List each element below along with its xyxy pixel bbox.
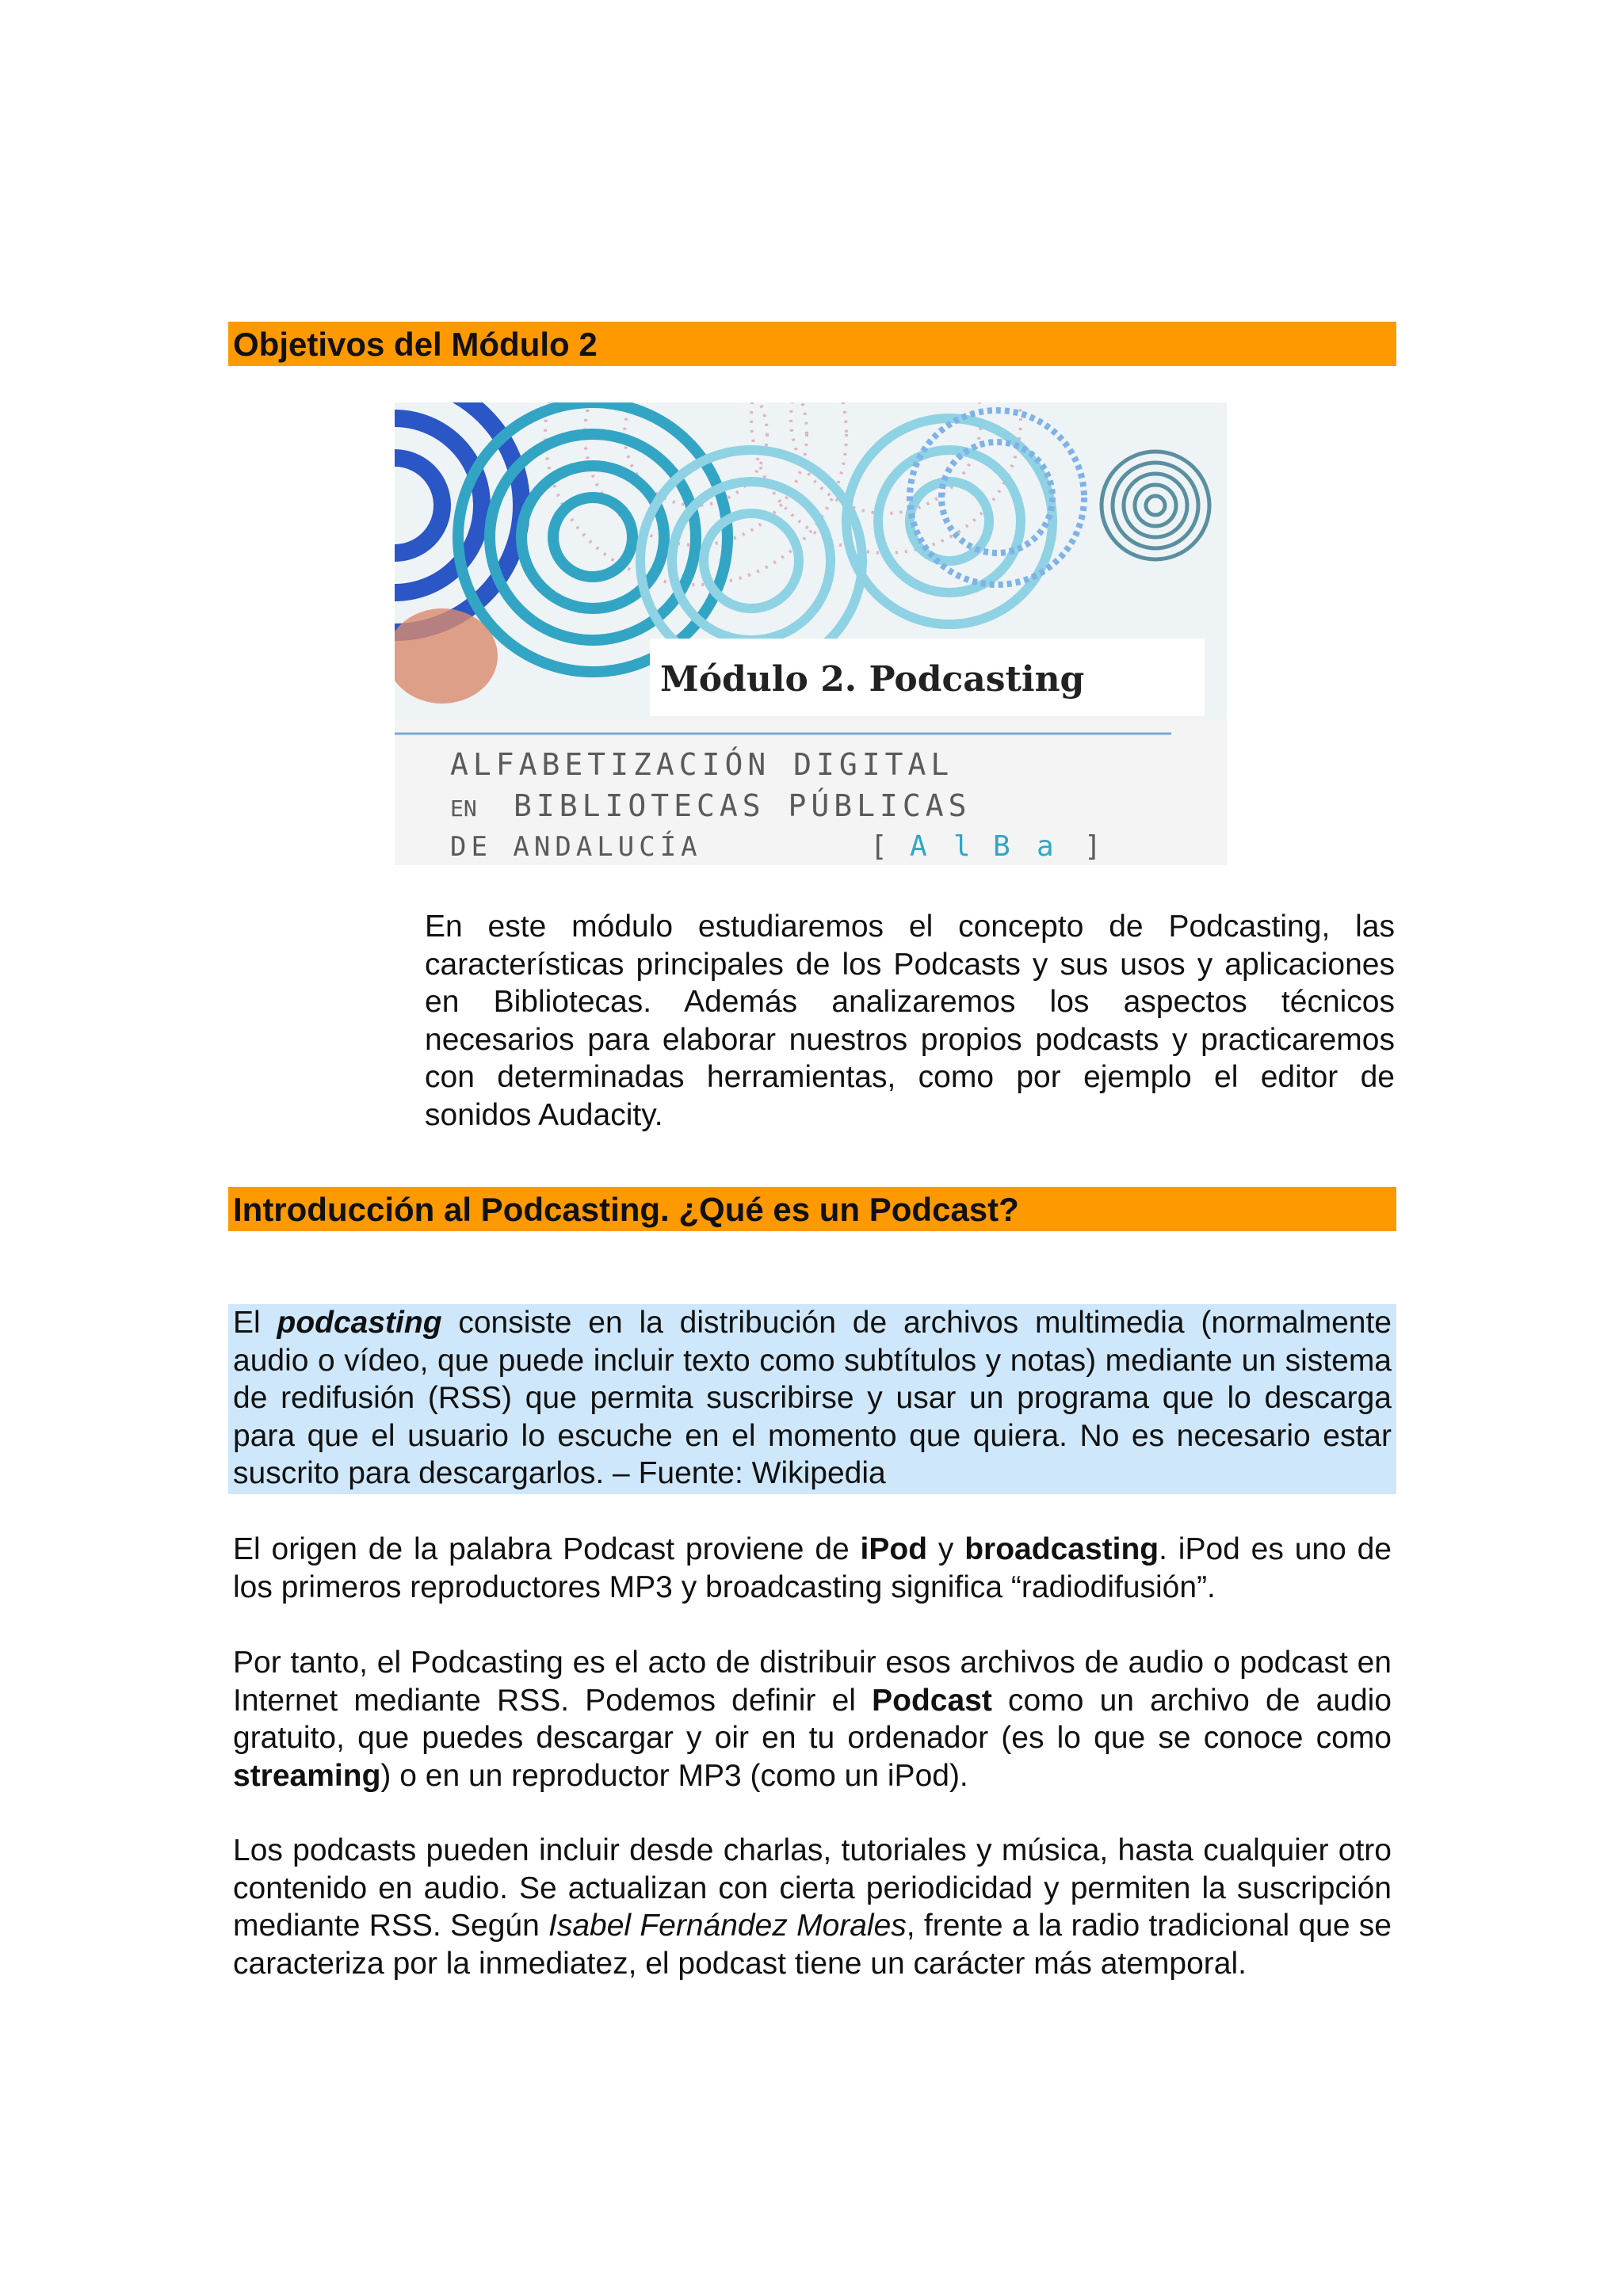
banner-line-2-prefix: EN [450, 795, 477, 822]
definition2-text: ) o en un reproductor MP3 (como un iPod). [380, 1758, 968, 1793]
section-heading-introduccion [228, 1187, 1396, 1231]
section-heading-objetivos [228, 322, 1396, 366]
definition2-podcast: Podcast [872, 1683, 992, 1718]
origin-ipod: iPod [860, 1532, 928, 1566]
definition-paragraph [233, 1304, 1392, 1493]
content-text: , frente a la radio tradicional que se caracteriza por la inmediatez, el podcast tiene un carácter más atemporal. [233, 1909, 1392, 1981]
banner-module-title: Módulo 2. Podcasting [660, 659, 1085, 700]
intro-paragraph: En este módulo estudiaremos el concepto de Podcasting, las características principales de los Podcasts y sus usos y aplicaciones en Bibliotecas. Además analizaremos los aspectos técnicos necesarios para elaborar nuestros propios podcasts y practicaremos con determinadas herramientas, como por ejemplo el editor de sonidos Audacity. [425, 910, 1395, 1132]
definition2-text: Por tanto, el Podcasting es el acto de distribuir esos archivos de audio o podcast en Internet mediante RSS. Podemos definir el [233, 1646, 1392, 1718]
definition-text: consiste en la distribución de archivos multimedia (normalmente audio o vídeo, que puede incluir texto como subtítulos y notas) mediante un sistema de redifusión (RSS) que permita suscribirse y usar un programa que lo descarga para que el usuario lo escuche en el momento que quiera. No es necesario estar suscrito para descargarlos. – Fuente: Wikipedia [233, 1306, 1392, 1490]
origin-paragraph [233, 1531, 1392, 1606]
content-paragraph [233, 1832, 1392, 1982]
banner-line-2: BIBLIOTECAS PÚBLICAS [514, 788, 972, 823]
banner-acronym-letter: a [1037, 830, 1054, 863]
definition-term: podcasting [277, 1306, 442, 1340]
origin-broadcasting: broadcasting [964, 1532, 1159, 1566]
definition2-text: como un archivo de audio gratuito, que puedes descargar y oir en tu ordenador (es lo que se conoce como [233, 1683, 1392, 1755]
banner-acronym-letter: B [993, 830, 1010, 863]
content-author: Isabel Fernández Morales [548, 1909, 907, 1943]
definition2-paragraph [233, 1644, 1392, 1794]
definition-quote [228, 1304, 1396, 1494]
origin-text: El origen de la palabra Podcast proviene de [233, 1532, 861, 1566]
definition2-streaming: streaming [233, 1758, 381, 1793]
module-banner-image [395, 402, 1227, 865]
banner-acronym-letter: l [953, 830, 971, 863]
definition-lead: El [233, 1306, 277, 1340]
banner-line-1: ALFABETIZACIÓN DIGITAL [450, 747, 954, 782]
banner-acronym-close: ] [1084, 830, 1102, 863]
banner-acronym-letter: A [910, 830, 927, 863]
banner-acronym-open: [ [870, 830, 888, 863]
origin-text: y [927, 1532, 965, 1566]
heading-text: Introducción al Podcasting. ¿Qué es un Podcast? [233, 1191, 1019, 1228]
content-text: Los podcasts pueden incluir desde charlas, tutoriales y música, hasta cualquier otro contenido en audio. Se actualizan con cierta periodicidad y permiten la suscripción mediante RSS. Según [233, 1833, 1392, 1943]
heading-text: Objetivos del Módulo 2 [233, 326, 598, 363]
origin-text: . iPod es uno de los primeros reproductores MP3 y broadcasting significa “radiodifusión”. [233, 1532, 1392, 1604]
banner-line-3: DE ANDALUCÍA [450, 831, 702, 863]
